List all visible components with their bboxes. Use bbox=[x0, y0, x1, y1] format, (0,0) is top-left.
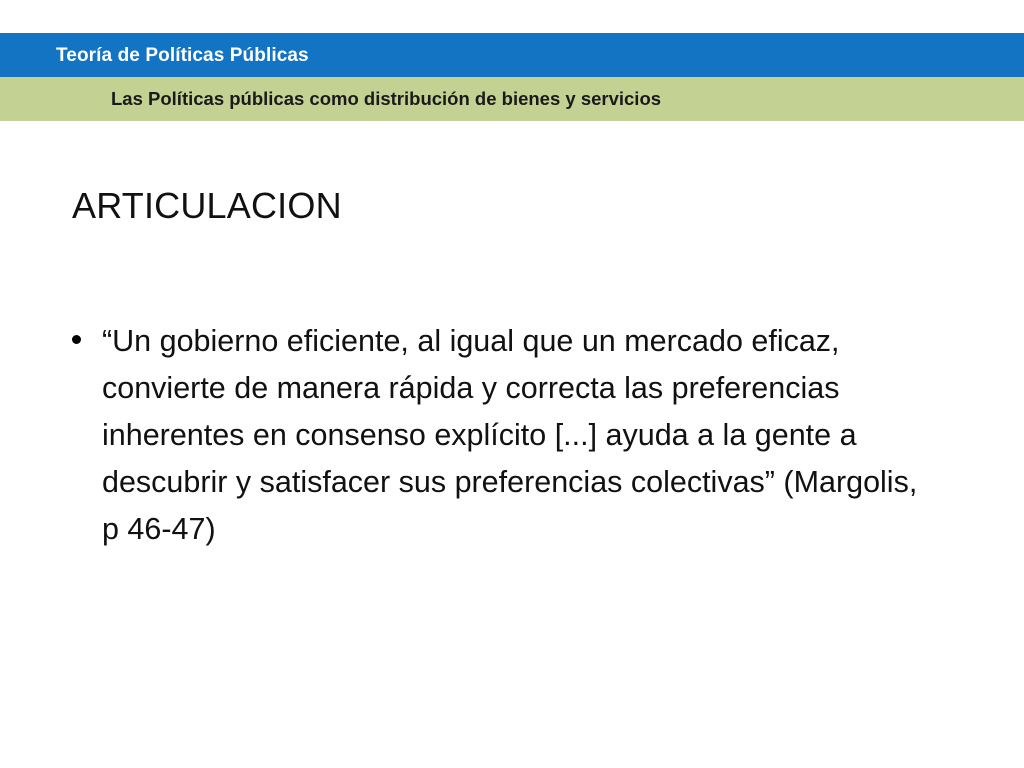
course-band-title: Teoría de Políticas Públicas bbox=[56, 45, 309, 66]
list-item-text: “Un gobierno eficiente, al igual que un mercado eficaz, convierte de manera rápida y correcta las preferencias inherentes en consenso explícito [...] ayuda a la gente a descubrir y satisfacer sus preferencias colectivas” (Margolis, p 46-47) bbox=[102, 324, 918, 546]
list-item bbox=[72, 318, 952, 553]
page-title: ARTICULACION bbox=[72, 185, 342, 226]
bullet-dot-icon bbox=[72, 318, 102, 344]
bullet-list bbox=[72, 318, 952, 553]
topic-band-title: Las Políticas públicas como distribución de bienes y servicios bbox=[111, 88, 662, 109]
